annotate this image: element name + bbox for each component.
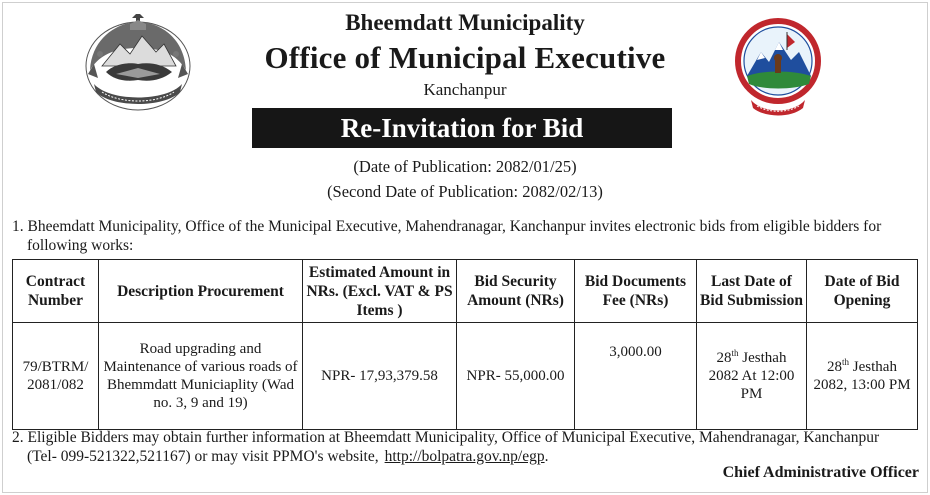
header-estimated-amount: Estimated Amount in NRs. (Excl. VAT & PS Items ) <box>303 260 457 323</box>
cell-description: Road upgrading and Maintenance of various roads of Bhemmdatt Municiaplity (Wad no. 3, 9 and 19) <box>99 323 303 430</box>
notice-banner: Re-Invitation for Bid <box>252 108 672 148</box>
day-number: 28 <box>716 350 732 366</box>
contact-text: (Tel- 099-521322,521167) or may visit PPMO's website, <box>27 448 379 465</box>
paragraph-line: 1. Bheemdatt Municipality, Office of the Municipal Executive, Mahendranagar, Kanchanpur invites electronic bids from eligible bidders for <box>12 218 882 235</box>
cell-estimated-amount: NPR- 17,93,379.58 <box>303 323 457 430</box>
cell-last-date <box>697 323 807 430</box>
table-row <box>13 323 918 430</box>
paragraph-line: following works: <box>27 237 134 254</box>
cell-doc-fee: 3,000.00 <box>575 323 697 430</box>
office-title: Office of Municipal Executive <box>264 40 666 75</box>
day-suffix: th <box>731 348 739 358</box>
date-text: Jesthah 2082 At 12:00 PM <box>708 350 795 402</box>
header-contract-number: Contract Number <box>13 260 99 323</box>
header-opening-date: Date of Bid Opening <box>807 260 918 323</box>
date-text: Jesthah 2082, 13:00 PM <box>813 359 911 393</box>
header-description: Description Procurement <box>99 260 303 323</box>
paragraph-line: 2. Eligible Bidders may obtain further information at Bheemdatt Municipality, Office of Municipal Executive, Mahendranagar, Kanchanpur <box>12 429 880 446</box>
day-number: 28 <box>827 359 843 375</box>
publication-date: (Date of Publication: 2082/01/25) <box>353 157 577 176</box>
bid-table <box>12 259 918 430</box>
further-information-paragraph <box>12 428 922 466</box>
signatory-title: Chief Administrative Officer <box>722 464 919 481</box>
header-doc-fee: Bid Documents Fee (NRs) <box>575 260 697 323</box>
day-suffix: th <box>842 357 850 367</box>
municipality-name: Bheemdatt Municipality <box>345 10 585 35</box>
cell-contract-number: 79/BTRM/ 2081/082 <box>13 323 99 430</box>
header-bid-security: Bid Security Amount (NRs) <box>457 260 575 323</box>
header-last-date: Last Date of Bid Submission <box>697 260 807 323</box>
second-publication-date: (Second Date of Publication: 2082/02/13) <box>327 182 603 201</box>
sentence-end: . <box>544 448 549 465</box>
cell-bid-security: NPR- 55,000.00 <box>457 323 575 430</box>
bid-invitation-paragraph <box>12 217 922 255</box>
district-name: Kanchanpur <box>423 80 507 99</box>
cell-opening-date <box>807 323 918 430</box>
table-header-row <box>13 260 918 323</box>
ppmo-website-link[interactable]: http://bolpatra.gov.np/egp <box>384 448 545 465</box>
